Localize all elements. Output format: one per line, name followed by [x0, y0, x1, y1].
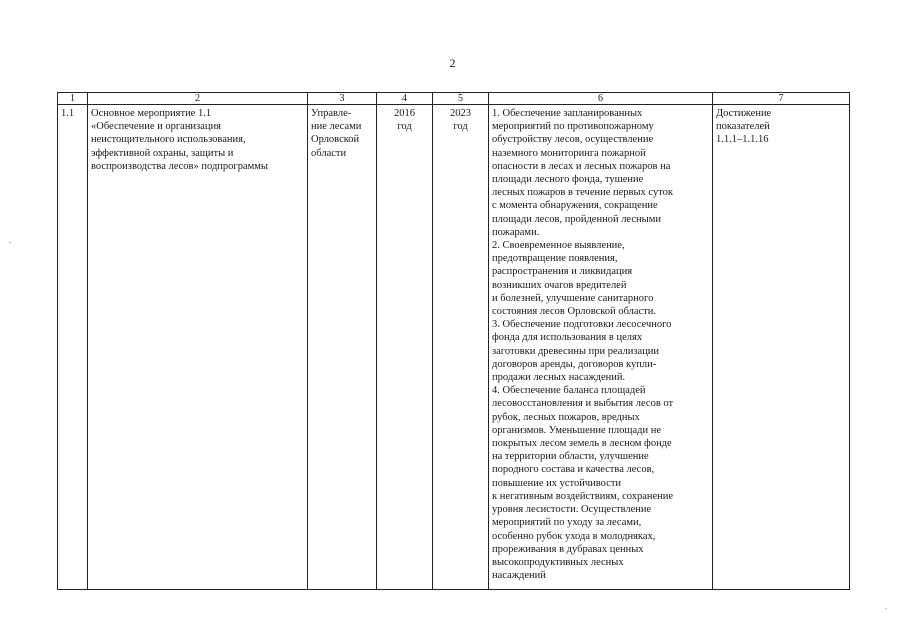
- result-line: распространения и ликвидация: [492, 266, 633, 278]
- result-line: уровня лесистости. Осуществление: [492, 504, 652, 516]
- measure-name-line: воспроизводства лесов» подпрограммы: [91, 160, 268, 172]
- result-line: наземного мониторинга пожарной: [492, 147, 646, 159]
- result-line: 3. Обеспечение подготовки лесосечного: [492, 319, 672, 331]
- result-line: 2. Своевременное выявление,: [492, 240, 625, 252]
- executor-line: Управле-: [311, 108, 352, 119]
- indicator-line: 1.1.1–1.1.16: [716, 134, 769, 146]
- end-year-unit: год: [453, 121, 468, 133]
- measure-name-line: неистощительного использования,: [91, 134, 246, 146]
- scan-mark: .: [885, 602, 887, 611]
- end-year: 2023: [450, 108, 471, 119]
- end-year-cell: [433, 105, 489, 590]
- result-line: площади лесов, пройденной лесными: [492, 213, 661, 225]
- start-year: 2016: [394, 108, 415, 119]
- result-line: предотвращение появления,: [492, 253, 618, 265]
- result-line: площади лесного фонда, тушение: [492, 174, 644, 186]
- result-line: договоров аренды, договоров купли-: [492, 358, 657, 370]
- result-line: повышение их устойчивости: [492, 477, 622, 489]
- header-cell: 6: [489, 93, 713, 105]
- result-line: лесовосстановления и выбытия лесов от: [492, 398, 674, 410]
- indicator-line: Достижение: [716, 108, 772, 119]
- measure-name-line: Основное мероприятие 1.1: [91, 108, 212, 119]
- result-line: состояния лесов Орловской области.: [492, 306, 657, 318]
- indicator-line: показателей: [716, 121, 770, 133]
- result-line: покрытых лесом земель в лесном фонде: [492, 438, 672, 450]
- header-cell: 2: [88, 93, 308, 105]
- result-line: особенно рубок ухода в молодняках,: [492, 530, 656, 542]
- header-cell: 7: [713, 93, 850, 105]
- result-line: продажи лесных насаждений.: [492, 372, 626, 384]
- result-line: возникших очагов вредителей: [492, 279, 627, 291]
- table-header-row: [58, 93, 850, 105]
- header-cell: 1: [58, 93, 88, 105]
- header-cell: 4: [377, 93, 433, 105]
- header-cell: 3: [308, 93, 377, 105]
- executor-line: области: [311, 147, 347, 159]
- result-line: насаждений: [492, 570, 546, 582]
- result-line: с момента обнаружения, сокращение: [492, 200, 658, 212]
- result-line: и болезней, улучшение санитарного: [492, 292, 654, 304]
- result-line: фонда для использования в целях: [492, 332, 643, 344]
- result-line: к негативным воздействиям, сохранение: [492, 490, 674, 502]
- page-number: 2: [449, 56, 456, 70]
- result-line: породного состава и качества лесов,: [492, 464, 655, 476]
- result-line: 1. Обеспечение запланированных: [492, 108, 643, 119]
- scan-mark: -: [9, 238, 12, 247]
- result-line: мероприятий по противопожарному: [492, 121, 654, 133]
- result-line: прореживания в дубравах ценных: [492, 543, 644, 555]
- measure-name-line: эффективной охраны, защиты и: [91, 147, 234, 159]
- result-line: организмов. Уменьшение площади не: [492, 424, 662, 436]
- result-line: высокопродуктивных лесных: [492, 556, 624, 568]
- start-year-unit: год: [397, 121, 412, 133]
- result-line: 4. Обеспечение баланса площадей: [492, 385, 646, 397]
- header-cell: 5: [433, 93, 489, 105]
- result-line: заготовки древесины при реализации: [492, 345, 660, 357]
- program-table: [57, 92, 850, 590]
- result-line: обустройству лесов, осуществление: [492, 134, 654, 146]
- result-line: рубок, лесных пожаров, вредных: [492, 411, 640, 423]
- indicators-cell: [713, 105, 850, 590]
- row-number-cell: [58, 105, 88, 590]
- executor-cell: [308, 105, 377, 590]
- result-line: опасности в лесах и лесных пожаров на: [492, 160, 671, 172]
- table-row: [58, 105, 850, 590]
- measure-name-cell: [88, 105, 308, 590]
- start-year-cell: [377, 105, 433, 590]
- result-line: лесных пожаров в течение первых суток: [492, 187, 674, 199]
- expected-results-cell: [489, 105, 713, 590]
- result-line: мероприятий по уходу за лесами,: [492, 517, 642, 529]
- measure-name-line: «Обеспечение и организация: [91, 121, 221, 133]
- result-line: на территории области, улучшение: [492, 451, 649, 463]
- row-number: 1.1: [61, 108, 75, 119]
- result-line: пожарами.: [492, 226, 540, 238]
- executor-line: ние лесами: [311, 121, 362, 133]
- executor-line: Орловской: [311, 134, 360, 146]
